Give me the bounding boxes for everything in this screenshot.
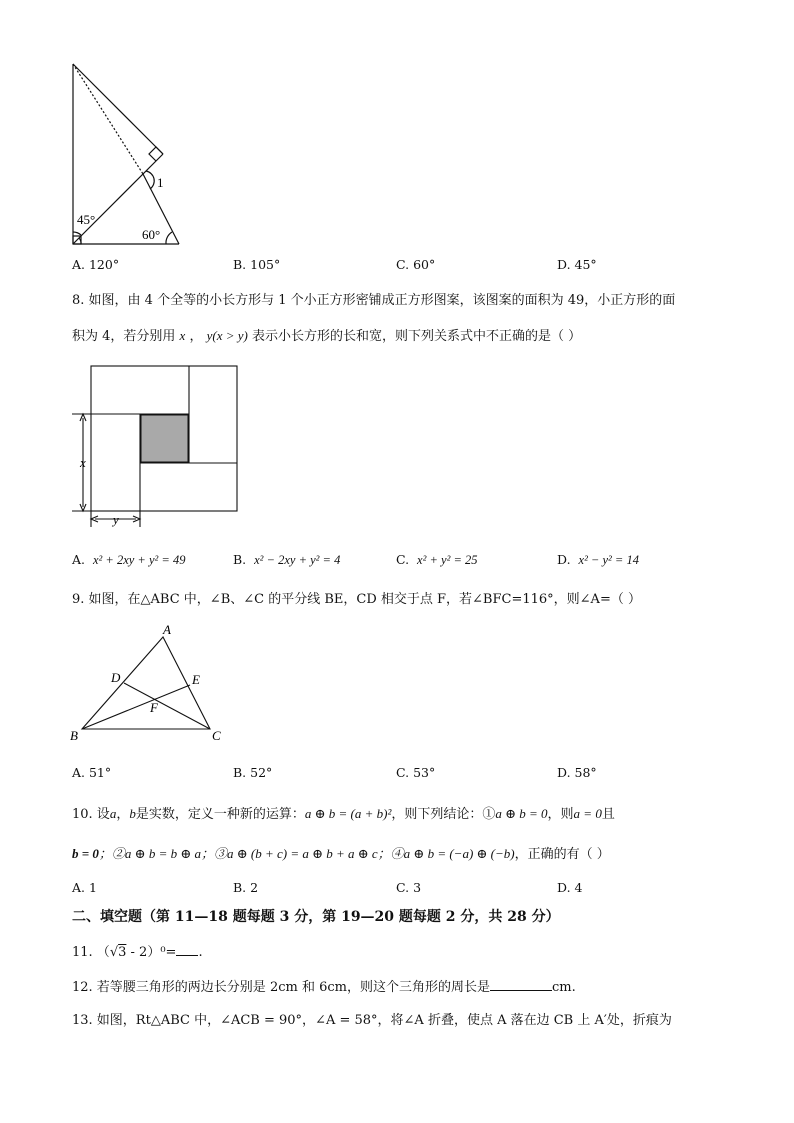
q9-label-f: F — [150, 700, 158, 715]
q9-figure — [66, 620, 236, 745]
q9-option-d[interactable]: D. 58° — [557, 765, 597, 780]
q11-stem: 11. （√3 - 2）⁰= . — [72, 945, 203, 960]
q8-line2-pre: 积为 4，若分别用 — [72, 329, 176, 344]
q8-option-c[interactable]: C. x² + y² = 25 — [396, 552, 478, 567]
section-heading-fill-in: 二、填空题（第 11—18 题每题 3 分，第 19—20 题每题 2 分，共 28 分） — [72, 909, 560, 925]
q7-option-a[interactable]: A. 120° — [72, 257, 120, 272]
q8-option-b[interactable]: B. x² − 2xy + y² = 4 — [233, 552, 341, 567]
q8-option-d[interactable]: D. x² − y² = 14 — [557, 552, 639, 567]
q8-var-y-cond: y(x > y) — [206, 328, 248, 343]
q9-label-b: B — [70, 728, 78, 743]
fig7-angle-1: 1 — [157, 175, 164, 190]
q8-figure — [70, 360, 245, 530]
q8-stem-line1: 8. 如图，由 4 个全等的小长方形与 1 个小正方形密铺成正方形图案，该图案的面积为 49，小正方形的面 — [72, 293, 676, 308]
q10-stem-line1: 10. 设a，b是实数，定义一种新的运算：a ⊕ b = (a + b)²，则下列结论：①a ⊕ b = 0，则a = 0且 — [72, 806, 615, 822]
small-square-shaded — [141, 415, 188, 462]
q8-fig-x-label: x — [80, 455, 86, 470]
q9-option-b[interactable]: B. 52° — [233, 765, 273, 780]
q13-stem: 13. 如图，Rt△ABC 中，∠ACB = 90°，∠A = 58°，将∠A 折叠，使点 A 落在边 CB 上 A′处，折痕为 — [72, 1013, 672, 1028]
q9-label-c: C — [212, 728, 221, 743]
q8-line2-post: 表示小长方形的长和宽，则下列关系式中不正确的是（ ） — [252, 329, 582, 344]
sqrt-symbol: √3 — [109, 945, 127, 960]
q9-option-c[interactable]: C. 53° — [396, 765, 436, 780]
q8-option-a[interactable]: A. x² + 2xy + y² = 49 — [72, 552, 186, 567]
q9-label-e: E — [192, 672, 200, 687]
q11-answer-blank[interactable] — [176, 955, 198, 956]
q12-stem: 12. 若等腰三角形的两边长分别是 2cm 和 6cm，则这个三角形的周长是 cm. — [72, 980, 576, 995]
q8-stem-line2 — [72, 325, 581, 344]
q9-label-a: A — [163, 622, 171, 637]
q10-option-d[interactable]: D. 4 — [557, 880, 583, 895]
q12-answer-blank[interactable] — [490, 990, 552, 991]
q7-option-c[interactable]: C. 60° — [396, 257, 436, 272]
q9-label-d: D — [111, 670, 121, 685]
q10-option-b[interactable]: B. 2 — [233, 880, 259, 895]
q10-stem-line2: b = 0；②a ⊕ b = b ⊕ a；③a ⊕ (b + c) = a ⊕ b + a ⊕ c；④a ⊕ b = (−a) ⊕ (−b)，正确的有（ ） — [72, 846, 610, 862]
q10-option-c[interactable]: C. 3 — [396, 880, 422, 895]
q8-var-x: x — [179, 328, 186, 343]
fig7-angle-60: 60° — [142, 227, 161, 242]
q7-figure — [66, 60, 186, 250]
q9-stem: 9. 如图，在△ABC 中，∠B、∠C 的平分线 BE，CD 相交于点 F，若∠BFC=116°，则∠A=（ ） — [72, 592, 641, 607]
q9-option-a[interactable]: A. 51° — [72, 765, 112, 780]
fig7-angle-45: 45° — [77, 212, 96, 227]
q7-option-d[interactable]: D. 45° — [557, 257, 597, 272]
q8-fig-y-label: y — [113, 512, 119, 527]
q10-option-a[interactable]: A. 1 — [72, 880, 97, 895]
q8-sep: ， — [189, 329, 203, 344]
q7-option-b[interactable]: B. 105° — [233, 257, 281, 272]
